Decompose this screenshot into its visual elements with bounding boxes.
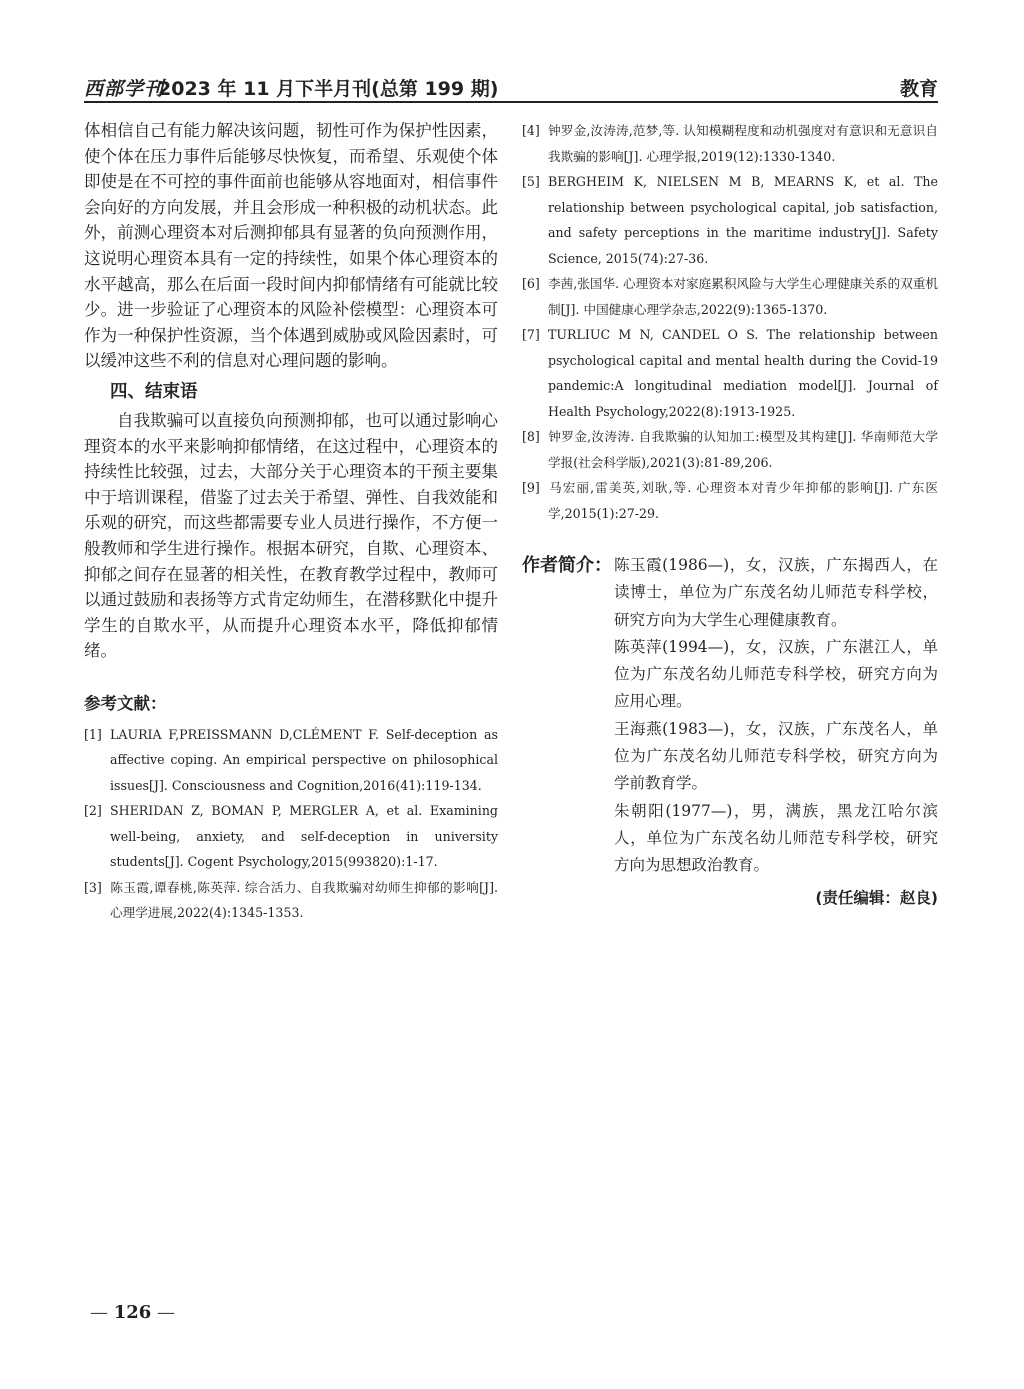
body-paragraph: 体相信自己有能力解决该问题，韧性可作为保护性因素，使个体在压力事件后能够尽快恢复，而希望、乐观使个体即使是在不可控的事件面前也能够从容地面对，相信事件会向好的方向发展，并且会形成一种积极的动机状态。此外，前测心理资本对后测抑郁具有显著的负向预测作用，这说明心理资本具有一定的持续性，如果个体心理资本的水平越高，那么在后面一段时间内抑郁情绪有可能就比较少。进一步验证了心理资本的风险补偿模型：心理资本可作为一种保护性资源，当个体遇到威胁或风险因素时，可以缓冲这些不利的信息对心理问题的影响。 xyxy=(84,121,498,371)
page-number xyxy=(90,1302,175,1323)
reference-item: [7] TURLIUC M N, CANDEL O S. The relationship between psychological capital and mental health during the Covid-19 pandemic:A longitudinal mediation model[J]. Journal of Health Psychology,2022(8):1913-1925. xyxy=(522,327,938,419)
issue-info: 2023 年 11 月下半月刊(总第 199 期) xyxy=(158,78,499,100)
body-paragraph: 自我欺骗可以直接负向预测抑郁，也可以通过影响心理资本的水平来影响抑郁情绪，在这过程中，心理资本的持续性比较强，过去，大部分关于心理资本的干预主要集中于培训课程，借鉴了过去关于希望、弹性、自我效能和乐观的研究，而这些都需要专业人员进行操作，不方便一般教师和学生进行操作。根据本研究，自欺、心理资本、抑郁之间存在显著的相关性，在教育教学过程中，教师可以通过鼓励和表扬等方式肯定幼师生，在潜移默化中提升学生的自欺水平，从而提升心理资本水平，降低抑郁情绪。 xyxy=(84,410,498,661)
reference-item: [8] 钟罗金,汝涛涛. 自我欺骗的认知加工:模型及其构建[J]. 华南师范大学学报(社会科学版),2021(3):81-89,206. xyxy=(522,429,938,470)
right-column xyxy=(522,118,938,908)
section-name: 教育 xyxy=(899,78,938,100)
page-number-dash: — xyxy=(90,1302,114,1323)
reference-item: [4] 钟罗金,汝涛涛,范梦,等. 认知模糊程度和动机强度对有意识和无意识自我欺骗的影响[J]. 心理学报,2019(12):1330-1340. xyxy=(522,123,938,164)
author-bio-entries xyxy=(614,552,938,880)
reference-item: [2] SHERIDAN Z, BOMAN P, MERGLER A, et al. Examining well-being, anxiety, and self-deception in university students[J]. Cogent Psychology,2015(993820):1-17. xyxy=(84,803,498,870)
page-header xyxy=(84,70,938,100)
author-bio-entry: 朱朝阳(1977—)，男，满族，黑龙江哈尔滨人，单位为广东茂名幼儿师范专科学校，研究方向为思想政治教育。 xyxy=(614,801,938,875)
responsible-editor: (责任编辑：赵良) xyxy=(815,888,938,907)
author-bio xyxy=(522,552,938,880)
author-bio-entry: 王海燕(1983—)，女，汉族，广东茂名人，单位为广东茂名幼儿师范专科学校，研究方向为学前教育学。 xyxy=(614,719,938,793)
page-number-dash: — xyxy=(151,1302,176,1323)
author-bio-entry: 陈玉霞(1986—)，女，汉族，广东揭西人，在读博士，单位为广东茂名幼儿师范专科学校，研究方向为大学生心理健康教育。 xyxy=(614,556,938,629)
reference-item: [6] 李茜,张国华. 心理资本对家庭累积风险与大学生心理健康关系的双重机制[J]. 中国健康心理学杂志,2022(9):1365-1370. xyxy=(522,276,938,317)
left-column xyxy=(84,118,498,926)
author-bio-entry: 陈英萍(1994—)，女，汉族，广东湛江人，单位为广东茂名幼儿师范专科学校，研究方向为应用心理。 xyxy=(614,637,938,711)
reference-item: [3] 陈玉霞,谭春桃,陈英萍. 综合活力、自我欺骗对幼师生抑郁的影响[J]. 心理学进展,2022(4):1345-1353. xyxy=(84,879,498,921)
journal-logo: 西部学刊 xyxy=(84,78,165,100)
header-rule xyxy=(84,101,938,103)
reference-item: [1] LAURIA F,PREISSMANN D,CLÉMENT F. Self-deception as affective coping. An empirical perspective on philosophical issues[J]. Consciousness and Cognition,2016(41):119-134. xyxy=(84,726,498,793)
reference-list xyxy=(84,722,498,926)
page-number-value: 126 xyxy=(113,1302,152,1323)
reference-list-continued xyxy=(522,118,938,526)
references-heading: 参考文献： xyxy=(84,693,167,713)
section-heading: 四、结束语 xyxy=(110,381,198,402)
reference-item: [5] BERGHEIM K, NIELSEN M B, MEARNS K, et al. The relationship between psychological capital, job satisfaction, and safety perceptions in the maritime industry[J]. Safety Science, 2015(74):27-36. xyxy=(522,174,938,266)
author-bio-label: 作者简介： xyxy=(522,555,612,576)
reference-item: [9] 马宏丽,雷美英,刘耿,等. 心理资本对青少年抑郁的影响[J]. 广东医学,2015(1):27-29. xyxy=(522,480,938,521)
